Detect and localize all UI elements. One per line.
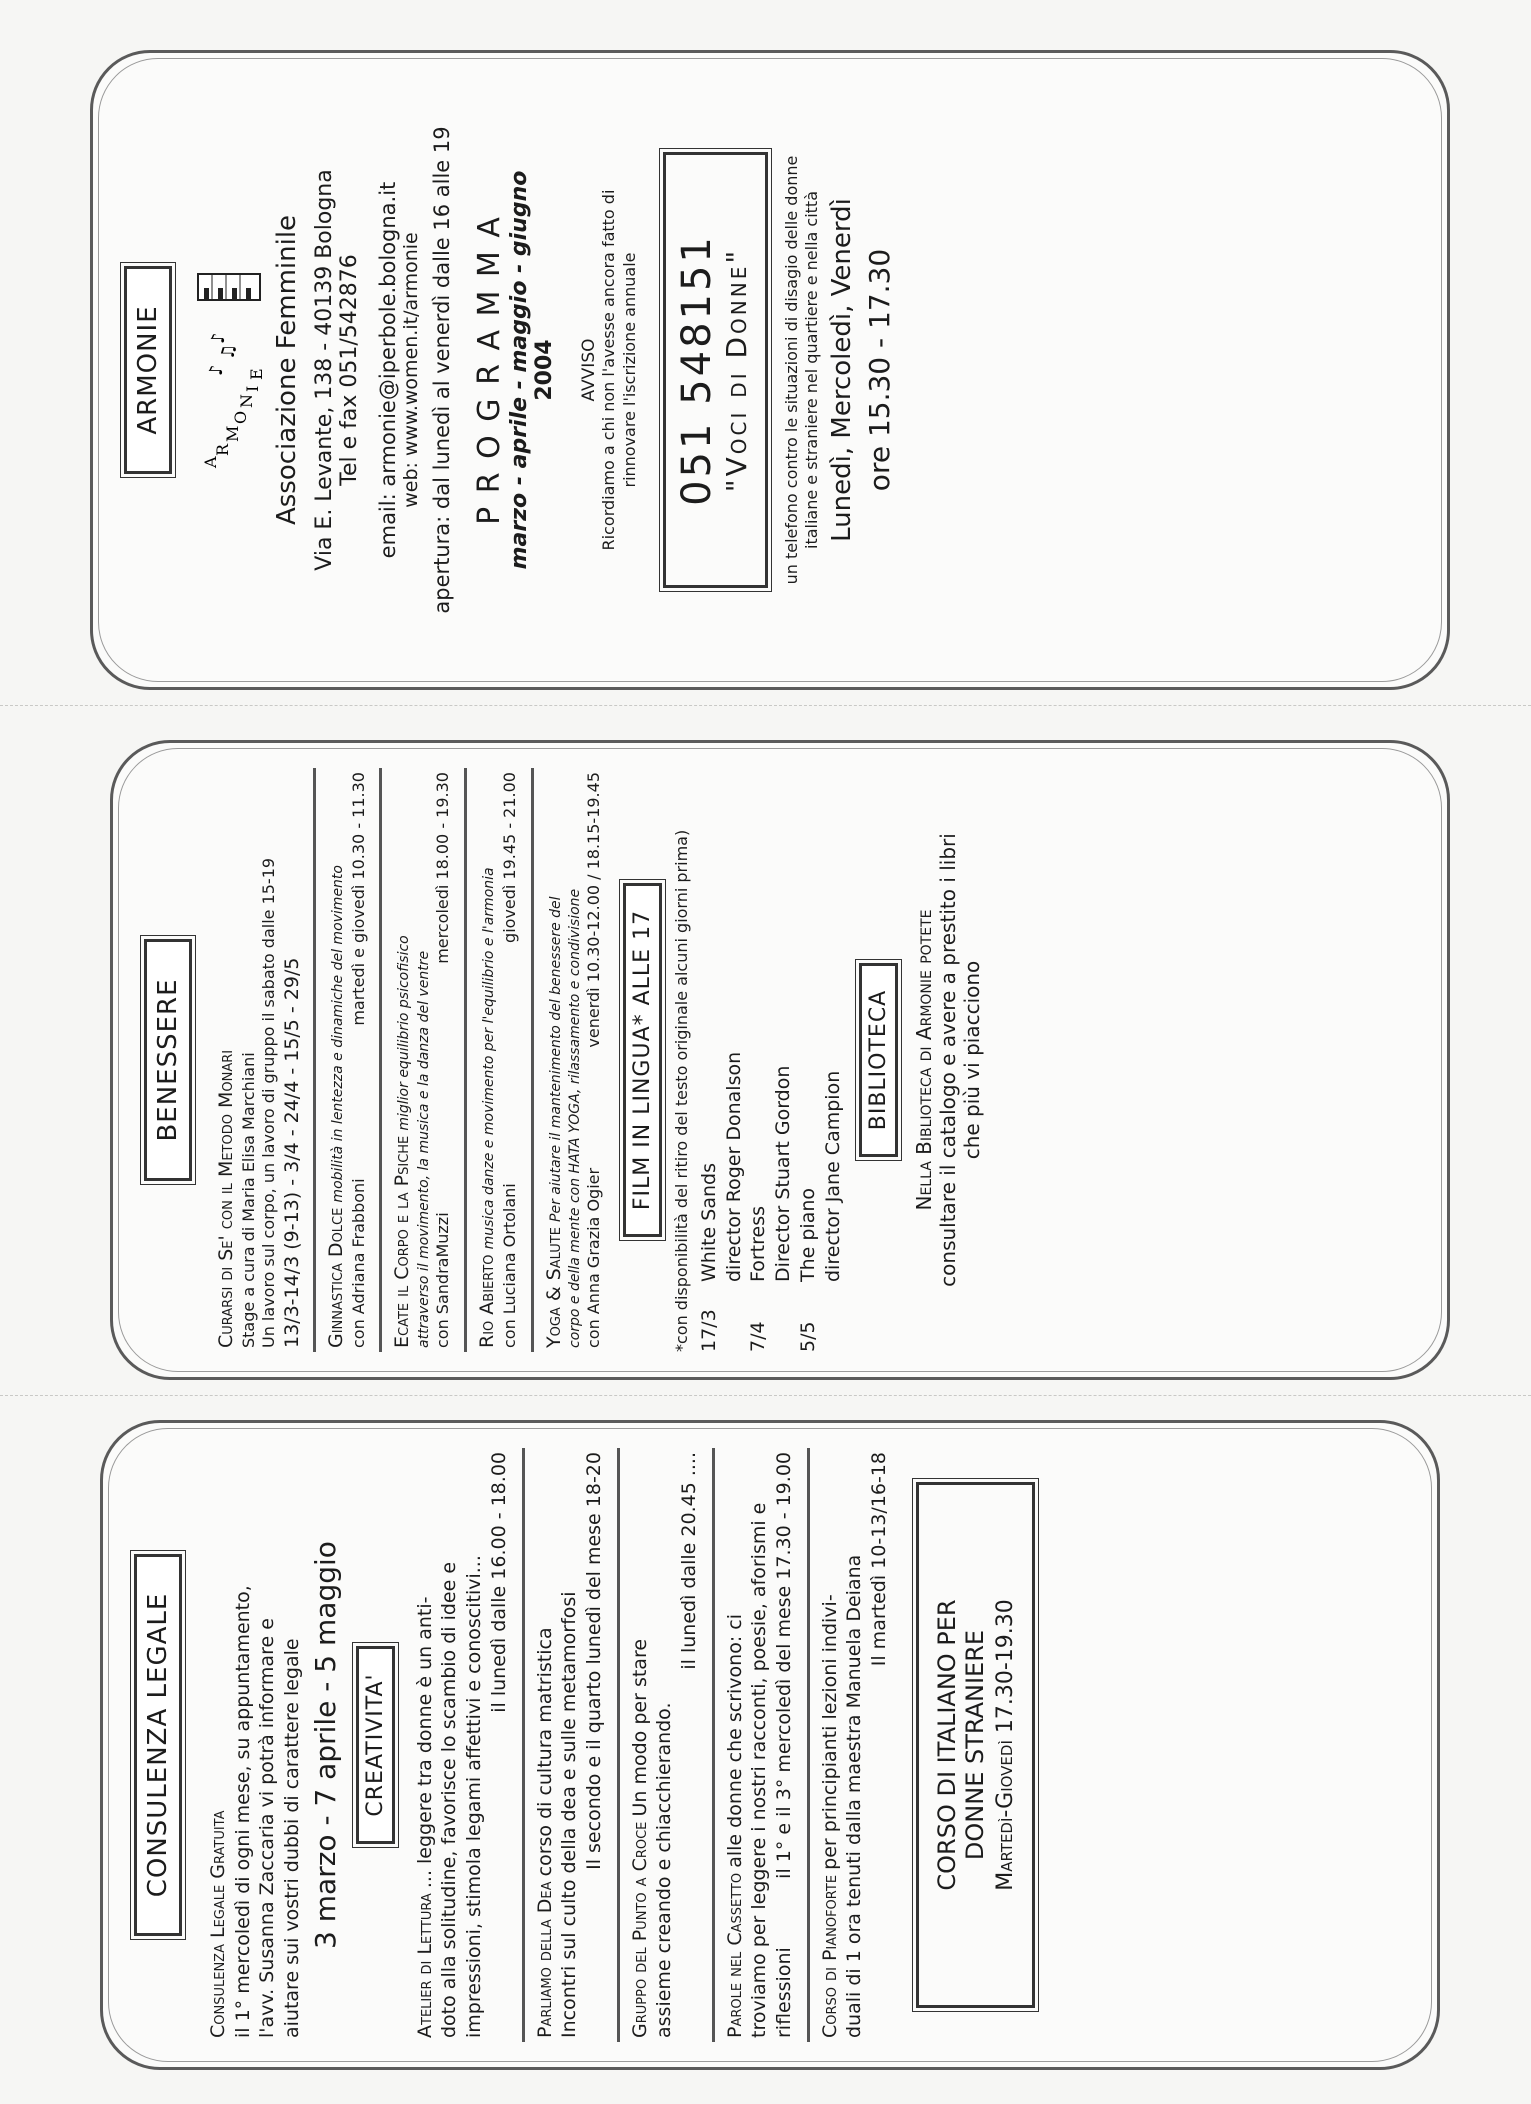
punto-croce-schedule: il lunedì dalle 20.45 .... bbox=[677, 1452, 700, 1670]
consulenza-line1: il 1° mercoledì di ogni mese, su appuntamento, bbox=[231, 1585, 254, 2038]
film-date: 7/4 bbox=[747, 1321, 770, 1352]
svg-text:R: R bbox=[213, 443, 232, 456]
consulenza-panel bbox=[100, 1420, 1440, 2070]
atelier-line2: doto alla solitudine, favorisce lo scambio di idee e bbox=[438, 1561, 461, 2038]
consulenza-tab: CONSULENZA LEGALE bbox=[134, 1554, 182, 1937]
music-notes-icon bbox=[194, 322, 264, 472]
svg-text:N: N bbox=[237, 394, 256, 408]
punto-croce-line1: Un modo per stare bbox=[628, 1638, 651, 1817]
italiano-box bbox=[916, 1482, 1035, 2008]
svg-text:A: A bbox=[201, 456, 220, 468]
consulenza-section bbox=[206, 1448, 342, 2042]
fold-line-top bbox=[0, 705, 1531, 706]
armonie-panel bbox=[90, 50, 1450, 690]
film-title: The piano bbox=[796, 1187, 819, 1282]
yoga-desc2: corpo e della mente con HATA YOGA, rilassamento e condivisione bbox=[567, 888, 584, 1348]
phone-description-line1: un telefono contro le situazioni di disagio delle donne bbox=[781, 155, 801, 585]
yoga-teacher: con Anna Grazia Ogier bbox=[584, 1167, 604, 1348]
film-director: director Roger Donalson bbox=[722, 1051, 745, 1282]
consulenza-title: Consulenza Legale Gratuita bbox=[207, 1810, 229, 2038]
curarsi-dates: 13/3-14/3 (9-13) - 3/4 - 24/4 - 15/5 - 29/5 bbox=[281, 957, 304, 1348]
address: Via E. Levante, 138 - 40139 Bologna bbox=[312, 169, 337, 571]
email-address: email: armonie@iperbole.bologna.it bbox=[376, 181, 400, 559]
film-item bbox=[796, 768, 845, 1352]
film-date: 17/3 bbox=[698, 1309, 721, 1352]
svg-text:M: M bbox=[223, 425, 242, 442]
svg-text:♪: ♪ bbox=[206, 364, 227, 376]
association-name: Associazione Femminile bbox=[272, 214, 302, 526]
creativita-tab: CREATIVITA' bbox=[356, 1646, 395, 1843]
consulenza-line2: l'avv. Susanna Zaccaria vi potrà informare e bbox=[256, 1618, 279, 2038]
avviso-text-line2: rinnovare l'iscrizione annuale bbox=[619, 252, 639, 488]
armonie-logo bbox=[194, 80, 264, 660]
italiano-line1: CORSO DI ITALIANO PER bbox=[932, 1599, 961, 1891]
atelier-line3: impressioni, stimola legami affettivi e conoscitivi... bbox=[463, 1555, 486, 2038]
voci-di-donne-box bbox=[663, 152, 768, 588]
rio-abierto-section bbox=[464, 768, 530, 1352]
film-item bbox=[746, 768, 795, 1352]
ginnastica-schedule: martedì e giovedì 10.30 - 11.30 bbox=[348, 772, 368, 1026]
film-title: White Sands bbox=[698, 1163, 721, 1282]
film-item bbox=[697, 768, 746, 1352]
ecate-schedule: mercoledì 18.00 - 19.30 bbox=[433, 772, 453, 964]
benessere-panel bbox=[110, 740, 1450, 1380]
curarsi-line2: Un lavoro sul corpo, un lavoro di gruppo il sabato dalle 15-19 bbox=[259, 857, 279, 1348]
avviso-title: AVVISO bbox=[579, 338, 599, 402]
ecate-section bbox=[379, 768, 464, 1352]
yoga-title: Yoga & Salute bbox=[542, 1227, 565, 1348]
italiano-line2: DONNE STRANIERE bbox=[960, 1629, 989, 1861]
yoga-schedule: venerdì 10.30-12.00 / 18.15-19.45 bbox=[584, 772, 604, 1048]
dea-section bbox=[522, 1448, 617, 2042]
curarsi-line1: Stage a cura di Maria Elisa Marchiani bbox=[238, 1052, 258, 1348]
svg-text:O: O bbox=[231, 410, 250, 424]
svg-text:♪: ♪ bbox=[208, 332, 229, 344]
parole-title: Parole nel Cassetto bbox=[723, 1872, 746, 2038]
programma-title: P R O G R A M M A bbox=[472, 215, 507, 525]
ginnastica-section bbox=[313, 768, 379, 1352]
pianoforte-line1: per principianti lezioni indivi- bbox=[818, 1594, 841, 1870]
opening-hours: apertura: dal lunedì al venerdì dalle 16 alle 19 bbox=[430, 126, 454, 614]
consulenza-dates: 3 marzo - 7 aprile - 5 maggio bbox=[308, 1541, 342, 1949]
ginnastica-desc: mobilità in lentezza e dinamiche del movimento bbox=[329, 865, 346, 1203]
pianoforte-section bbox=[807, 1448, 902, 2042]
yoga-desc1: Per aiutare il mantenimento del benessere del bbox=[547, 896, 564, 1222]
film-note: *con disponibilità del ritiro del testo originale alcuni giorni prima) bbox=[672, 829, 692, 1352]
ginnastica-teacher: con Adriana Frabboni bbox=[348, 1178, 368, 1348]
ginnastica-title: Ginnastica Dolce bbox=[324, 1207, 347, 1348]
atelier-title: Atelier di Lettura bbox=[413, 1893, 436, 2038]
parole-line1: alle donne che scrivono: ci bbox=[723, 1614, 746, 1868]
biblioteca-tab: BIBLIOTECA bbox=[859, 963, 898, 1158]
biblioteca-line3: che più vi piacciono bbox=[960, 960, 985, 1160]
film-director: director Jane Campion bbox=[821, 1070, 844, 1282]
biblioteca-line2: consultare il catalogo e avere a prestito i libri bbox=[936, 833, 961, 1287]
dea-line2: Incontri sul culto della dea e sulle metamorfosi bbox=[558, 1591, 581, 2038]
italiano-schedule: Martedì-Giovedì 17.30-19.30 bbox=[992, 1599, 1018, 1891]
svg-text:E: E bbox=[247, 368, 266, 380]
film-title: Fortress bbox=[747, 1205, 770, 1282]
punto-croce-title: Gruppo del Punto a Croce bbox=[628, 1821, 651, 2038]
avviso-text-line1: Ricordiamo a chi non l'avesse ancora fatto di bbox=[599, 189, 618, 551]
rio-abierto-teacher: con Luciana Ortolani bbox=[499, 1183, 519, 1348]
voci-di-donne-title: "Voci di Donne" bbox=[719, 247, 753, 493]
dea-title: Parliamo della Dea bbox=[533, 1881, 556, 2038]
benessere-tab: BENESSERE bbox=[144, 939, 192, 1180]
atelier-line1: ... leggere tra donne è un anti- bbox=[413, 1596, 436, 1889]
dea-line1: corso di cultura matristica bbox=[533, 1627, 556, 1877]
curarsi-title: Curarsi di Se' con il Metodo Monari bbox=[215, 1049, 237, 1348]
svg-text:♫: ♫ bbox=[218, 343, 239, 360]
film-list bbox=[697, 768, 845, 1352]
pianoforte-title: Corso di Pianoforte bbox=[818, 1874, 841, 2038]
pianoforte-line2: duali di 1 ora tenuti dalla maestra Manuela Deiana bbox=[843, 1554, 866, 2038]
atelier-schedule: il lunedì dalle 16.00 - 18.00 bbox=[487, 1452, 510, 1713]
ecate-desc2: attraverso il movimento, la musica e la danza del ventre bbox=[416, 950, 433, 1348]
punto-croce-section bbox=[617, 1448, 712, 2042]
film-director: Director Stuart Gordon bbox=[772, 1065, 795, 1282]
program-year: 2004 bbox=[532, 339, 557, 401]
ecate-title: Ecate il Corpo e la Psiche bbox=[391, 1135, 414, 1348]
biblioteca-line1: Nella Biblioteca di Armonie potete bbox=[912, 909, 937, 1211]
consulenza-line3: aiutare sui vostri dubbi di carattere legale bbox=[281, 1638, 304, 2038]
pianoforte-schedule: Il martedì 10-13/16-18 bbox=[868, 1452, 891, 1667]
atelier-section bbox=[405, 1448, 522, 2042]
parole-schedule: il 1° e il 3° mercoledì del mese 17.30 - 19.00 bbox=[773, 1452, 795, 1879]
yoga-section bbox=[531, 768, 616, 1352]
phone-description-line2: italiane e straniere nel quartiere e nella città bbox=[802, 191, 822, 549]
ecate-teacher: con SandraMuzzi bbox=[433, 1212, 453, 1348]
rio-abierto-desc: musica danze e movimento per l'equilibrio e l'armonia bbox=[481, 867, 498, 1250]
phone-days: Lunedì, Mercoledì, Venerdì bbox=[827, 198, 858, 542]
parole-line2: troviamo per leggere i nostri racconti, poesie, aforismi e bbox=[748, 1502, 771, 2038]
piano-icon bbox=[194, 268, 264, 304]
dea-schedule: Il secondo e il quarto lunedì del mese 18-20 bbox=[582, 1452, 605, 1870]
ecate-desc1: miglior equilibrio psicofisico bbox=[396, 935, 413, 1131]
armonie-tab: ARMONIE bbox=[124, 266, 172, 473]
program-months: marzo - aprile - maggio - giugno bbox=[507, 170, 532, 570]
parole-line3: riflessioni bbox=[773, 1947, 795, 2038]
rio-abierto-title: Rio Abierto bbox=[476, 1254, 499, 1348]
svg-text:I: I bbox=[243, 385, 262, 392]
curarsi-section bbox=[214, 768, 313, 1352]
website: web: www.women.it/armonie bbox=[400, 232, 422, 508]
punto-croce-line2: assieme creando e chiacchierando. bbox=[653, 1702, 676, 2038]
rio-abierto-schedule: giovedì 19.45 - 21.00 bbox=[499, 772, 519, 943]
phone-number: 051 548151 bbox=[673, 234, 720, 506]
film-tab: FILM IN LINGUA* ALLE 17 bbox=[623, 883, 662, 1237]
film-date: 5/5 bbox=[796, 1321, 819, 1352]
fold-line-bottom bbox=[0, 1395, 1531, 1396]
phone-hours: ore 15.30 - 17.30 bbox=[863, 248, 897, 492]
telephone-fax: Tel e fax 051/542876 bbox=[337, 254, 362, 486]
parole-section bbox=[712, 1448, 807, 2042]
